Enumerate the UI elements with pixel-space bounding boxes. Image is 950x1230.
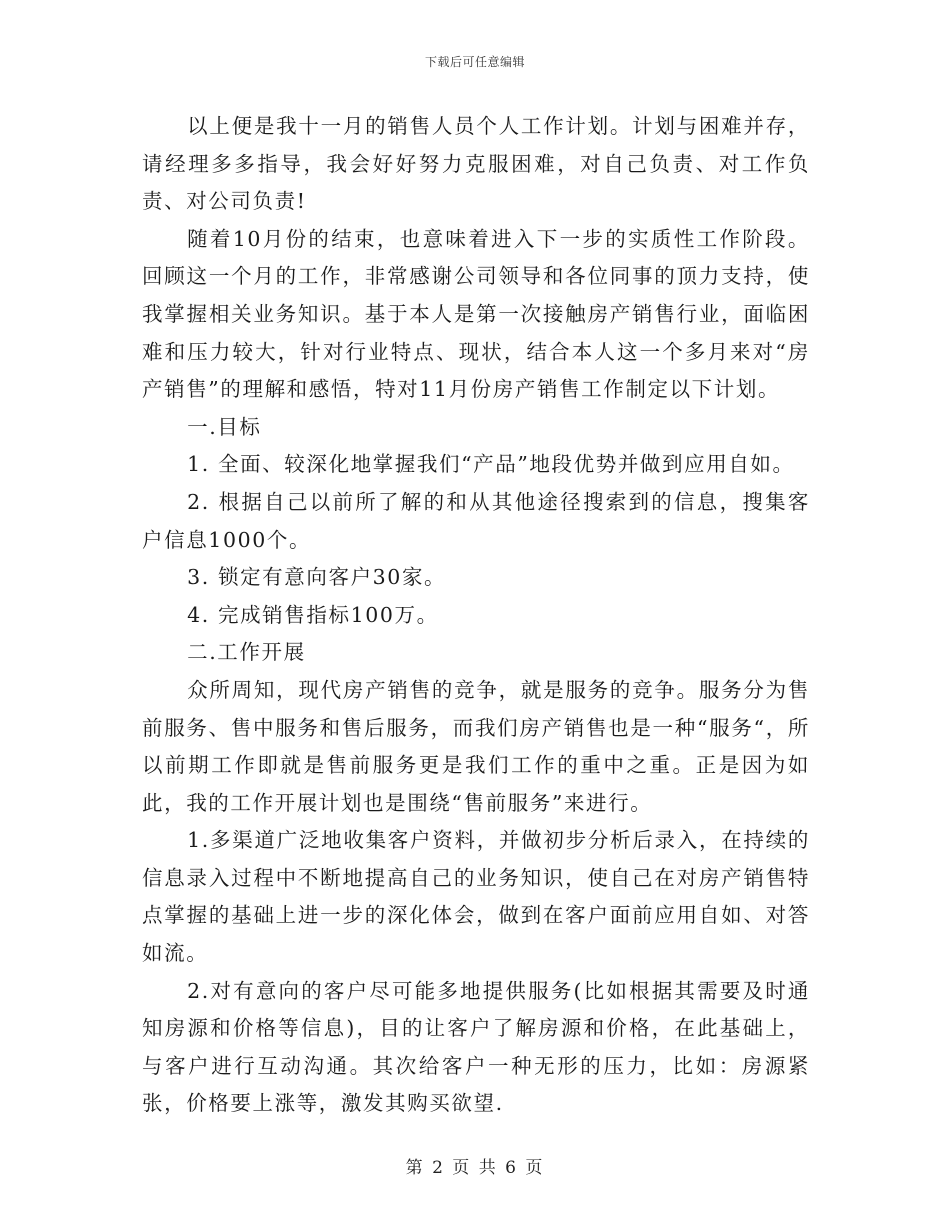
- goal-item-1: 1. 全面、较深化地掌握我们“产品”地段优势并做到应用自如。: [187, 452, 795, 477]
- paragraph-summary: 以上便是我十一月的销售人员个人工作计划。计划与困难并存，请经理多多指导，我会好好努力克服困难，对自己负责、对工作负责、对公司负责!: [142, 114, 810, 214]
- goal-item-3: 3. 锁定有意向客户30家。: [187, 565, 447, 590]
- section-heading-work: 二.工作开展: [187, 640, 306, 665]
- section-heading-goals: 一.目标: [187, 414, 262, 439]
- work-item-1: 1.多渠道广泛地收集客户资料，并做初步分析后录入，在持续的信息录入过程中不断地提高自己的业务知识，使自己在对房产销售特点掌握的基础上进一步的深化体会，做到在客户面前应用自如、对答如流。: [142, 828, 810, 966]
- paragraph-service: 众所周知，现代房产销售的竞争，就是服务的竞争。服务分为售前服务、售中服务和售后服务，而我们房产销售也是一种“服务“，所以前期工作即就是售前服务更是我们工作的重中之重。正是因为如此，我的工作开展计划也是围绕“售前服务”来进行。: [142, 677, 810, 815]
- paragraph-intro: 随着10月份的结束，也意味着进入下一步的实质性工作阶段。回顾这一个月的工作，非常感谢公司领导和各位同事的顶力支持，使我掌握相关业务知识。基于本人是第一次接触房产销售行业，面临困难和压力较大，针对行业特点、现状，结合本人这一个多月来对“房产销售”的理解和感悟，特对11月份房产销售工作制定以下计划。: [142, 226, 810, 402]
- page-header: 下载后可任意编辑: [424, 55, 525, 69]
- goal-item-4: 4. 完成销售指标100万。: [187, 602, 439, 627]
- document-body: [142, 108, 810, 1123]
- goal-item-2: 2. 根据自己以前所了解的和从其他途径搜索到的信息，搜集客户信息1000个。: [142, 489, 810, 552]
- page-number: 第 2 页 共 6 页: [405, 1158, 545, 1178]
- work-item-2: 2.对有意向的客户尽可能多地提供服务(比如根据其需要及时通知房源和价格等信息)，目的让客户了解房源和价格，在此基础上，与客户进行互动沟通。其次给客户一种无形的压力，比如：房源紧张，价格要上涨等，激发其购买欲望.: [142, 978, 810, 1116]
